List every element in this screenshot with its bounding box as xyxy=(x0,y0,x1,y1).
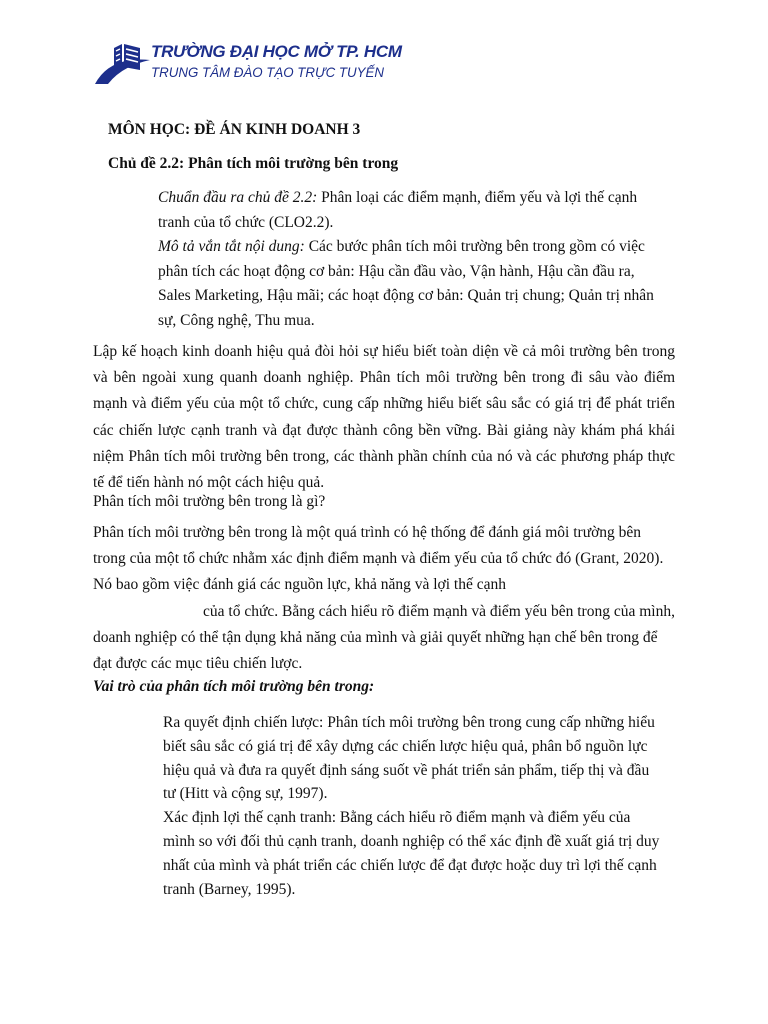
topic-title: Chủ đề 2.2: Phân tích môi trường bên trong xyxy=(108,155,399,172)
definition-part1: Phân tích môi trường bên trong là một quá trình có hệ thống để đánh giá môi trường bên trong của một tổ chức nhằm xác định điểm mạnh và điểm yếu của tổ chức đó (Grant, 2020). Nó bao gồm việc đánh giá các nguồn lực, khả năng và lợi thế cạnh xyxy=(93,524,664,594)
content-summary-text: Các bước phân tích môi trường bên trong gồm có việc phân tích các hoạt động cơ bản: Hậu cần đầu vào, Vận hành, Hậu cần đầu ra, Sales Marketing, Hậu mãi; các hoạt động cơ bản: Quản trị chung; Quản trị nhân sự, Công nghệ, Thu mua. xyxy=(158,238,654,329)
content-summary-label: Mô tả vắn tắt nội dung: xyxy=(158,238,305,256)
content-summary xyxy=(158,235,660,333)
definition-paragraph xyxy=(93,520,675,677)
subject-title: MÔN HỌC: ĐỀ ÁN KINH DOANH 3 xyxy=(108,121,361,138)
learning-outcome-text: Phân loại các điểm mạnh, điểm yếu và lợi thế cạnh tranh của tổ chức (CLO2.2). xyxy=(158,189,638,231)
logo-university-name: TRƯỜNG ĐẠI HỌC MỞ TP. HCM xyxy=(151,42,402,61)
learning-outcome xyxy=(158,186,660,235)
learning-outcome-label: Chuẩn đầu ra chủ đề 2.2: xyxy=(158,189,318,206)
roles-heading: Vai trò của phân tích môi trường bên trong: xyxy=(93,678,375,695)
logo-center-name: TRUNG TÂM ĐÀO TẠO TRỰC TUYẾN xyxy=(151,64,384,80)
topic-objectives xyxy=(158,186,660,334)
question-heading: Phân tích môi trường bên trong là gì? xyxy=(93,493,326,510)
intro-paragraph: Lập kế hoạch kinh doanh hiệu quả đòi hỏi sự hiểu biết toàn diện về cả môi trường bên trong và bên ngoài xung quanh doanh nghiệp. Phân tích môi trường bên trong đi sâu vào điểm mạnh và điểm yếu của một tổ chức, cung cấp những hiểu biết sâu sắc có giá trị để phát triển các chiến lược cạnh tranh và đạt được thành công bền vững. Bài giảng này khám phá khái niệm Phân tích môi trường bên trong, các thành phần chính của nó và các phương pháp thực tế để tiến hành nó một cách hiệu quả. xyxy=(93,343,675,492)
definition-part2: của tổ chức. Bằng cách hiểu rõ điểm mạnh và điểm yếu bên trong của mình, doanh nghiệp có thể tận dụng khả năng của mình và giải quyết những hạn chế bên trong để đạt được các mục tiêu chiến lược. xyxy=(93,602,675,673)
role-strategic-decision: Ra quyết định chiến lược: Phân tích môi trường bên trong cung cấp những hiểu biết sâu sắc có giá trị để xây dựng các chiến lược hiệu quả, phân bổ nguồn lực hiệu quả và đưa ra quyết định sáng suốt về phát triển sản phẩm, tiếp thị và đầu tư (Hitt và cộng sự, 1997). xyxy=(163,714,655,803)
university-logo xyxy=(92,40,402,92)
role-competitive-advantage: Xác định lợi thế cạnh tranh: Bằng cách hiểu rõ điểm mạnh và điểm yếu của mình so với đối thủ cạnh tranh, doanh nghiệp có thể xác định đề xuất giá trị duy nhất của mình và phát triển các chiến lược để đạt được hoặc duy trì lợi thế cạnh tranh (Barney, 1995). xyxy=(163,809,660,898)
roles-list xyxy=(163,711,665,901)
open-book-logo-icon xyxy=(92,40,154,90)
